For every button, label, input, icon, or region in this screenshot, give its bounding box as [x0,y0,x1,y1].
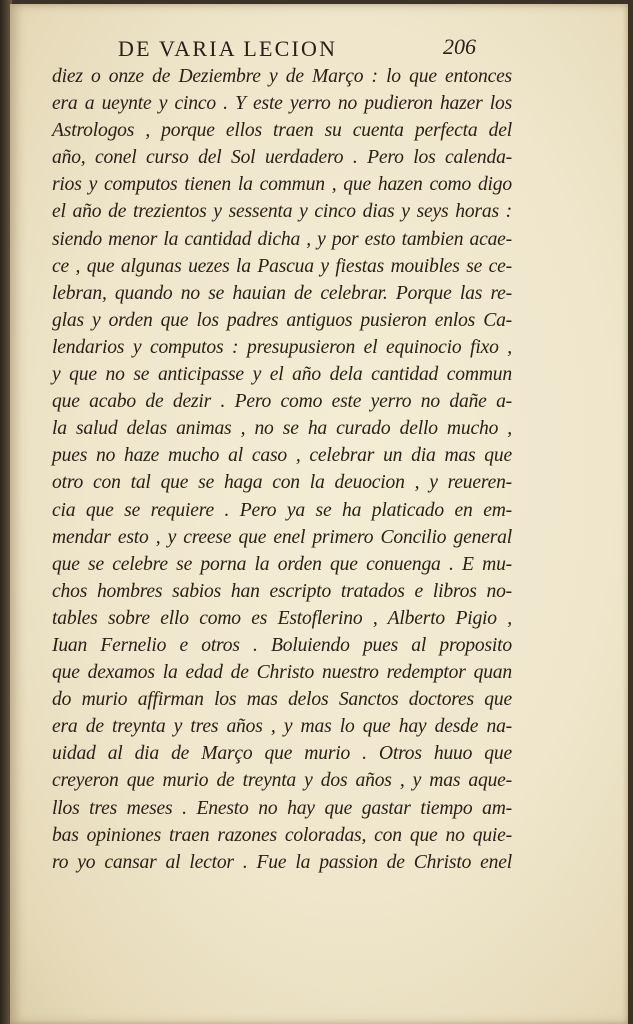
page-number: 206 [443,34,476,59]
running-title: DE VARIA LECION [118,36,338,61]
text-line: lendarios y computos : presupusieron el equinocio fixo , [52,336,512,358]
text-line: año, conel curso del Sol uerdadero . Pero los calenda- [52,147,512,169]
text-line: Astrologos , porque ellos traen su cuenta perfecta del [52,120,512,142]
text-line: que se celebre se porna la orden que conuenga . E mu- [52,553,512,575]
text-line: creyeron que murio de treynta y dos años , y mas aque- [52,770,512,792]
text-line: ce , que algunas uezes la Pascua y fiestas mouibles se ce- [52,255,512,277]
text-line: mendar esto , y creese que enel primero Concilio general [52,526,512,548]
text-line: Iuan Fernelio e otros . Boluiendo pues al proposito [52,634,512,656]
text-line: pues no haze mucho al caso , celebrar un dia mas que [52,445,512,467]
text-line: diez o onze de Deziembre y de Março : lo que entonces [52,66,512,87]
text-line: era a ueynte y cinco . Y este yerro no pudieron hazer los [52,93,512,115]
text-line: glas y orden que los padres antiguos pusieron enlos Ca- [52,309,512,331]
text-line: siendo menor la cantidad dicha , y por esto tambien acae- [52,228,512,250]
text-line: chos hombres sabios han escripto tratados e libros no- [52,580,512,602]
text-line: do murio affirman los mas delos Sanctos doctores que [52,689,512,711]
text-line: llos tres meses . Enesto no hay que gastar tiempo am- [52,797,512,819]
text-line: rios y computos tienen la commun , que hazen como digo [52,174,512,196]
text-line: lebran, quando no se hauian de celebrar. Porque las re- [52,282,512,304]
page-header [118,36,498,66]
text-line: cia que se requiere . Pero ya se ha platicado en em- [52,499,512,521]
text-line: la salud delas animas , no se ha curado dello mucho , [52,418,512,440]
text-line: que acabo de dezir . Pero como este yerro no dañe a- [52,391,512,413]
text-line: era de treynta y tres años , y mas lo que hay desde na- [52,716,512,738]
text-line: otro con tal que se haga con la deuocion , y reueren- [52,472,512,494]
text-line: y que no se anticipasse y el año dela cantidad commun [52,364,512,386]
text-line: el año de trezientos y sessenta y cinco dias y seys horas : [52,201,512,223]
text-line: bas opiniones traen razones coloradas, con que no quie- [52,824,512,846]
text-line: que dexamos la edad de Christo nuestro redemptor quan [52,662,512,684]
text-line: ro yo cansar al lector . Fue la passion de Christo enel [52,851,512,873]
body-text [52,63,512,876]
text-line: tables sobre ello como es Estoflerino , Alberto Pigio , [52,607,512,629]
text-line: uidad al dia de Março que murio . Otros huuo que [52,743,512,765]
